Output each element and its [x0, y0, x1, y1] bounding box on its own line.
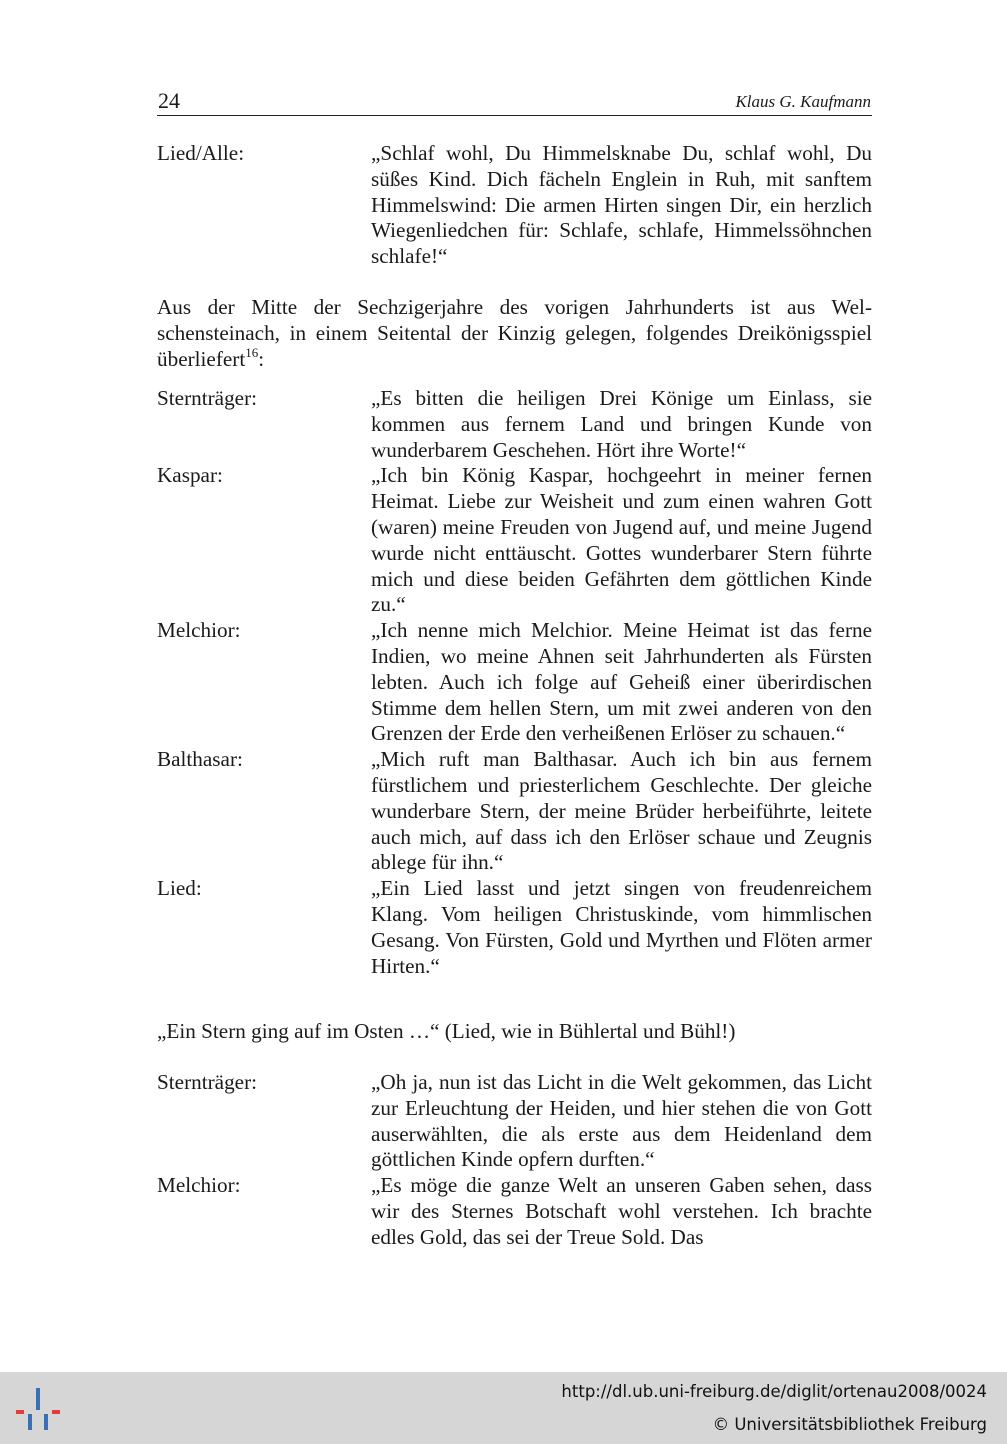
speaker-label: Sternträger: [157, 1070, 258, 1094]
intro-text: Aus der Mitte der Sechzigerjahre des vorigen Jahrhunderts ist aus Welschensteinach, in einem Seitental der Kinzig gelegen, folgendes Dreikönigsspiel überliefert [157, 295, 872, 371]
speaker-label: Lied/Alle: [157, 141, 245, 165]
speech-text: „Schlaf wohl, Du Himmelsknabe Du, schlaf wohl, Du süßes Kind. Dich fächeln Englein in Ruh, mit sanftem Himmelswind: Die armen Hirten singen Dir, ein herzlich Wiegenliedchen für: Schlafe, schlafe, Himmelssöhnchen schlafe!“ [371, 141, 872, 269]
speaker-label: Melchior: [157, 618, 241, 643]
dialogue-row [157, 747, 872, 876]
dialogue-row [157, 141, 872, 270]
dialogue-row [157, 1070, 872, 1173]
intro-paragraph [157, 295, 872, 372]
speaker-label: Kaspar: [157, 463, 223, 488]
dialogue-row [157, 463, 872, 618]
speech-text: „Oh ja, nun ist das Licht in die Welt gekommen, das Licht zur Erleuchtung der Heiden, und hier stehen die von Gott auserwählten, die als erste aus dem Heidenland dem göttlichen Kinde opfern durften.“ [371, 1070, 872, 1172]
song-block [157, 141, 872, 270]
speech-text: „Ich nenne mich Melchior. Meine Heimat ist das ferne Indien, wo meine Ahnen seit Jahrhunderten als Fürsten lebten. Auch ich folge auf Geheiß einer überirdischen Stimme dem hellen Stern, um mit zwei anderen von den Grenzen der Erde den verheißenen Erlöser zu schauen.“ [371, 618, 872, 746]
dialogue-row [157, 618, 872, 747]
speaker-label: Melchior: [157, 1173, 241, 1198]
dialogue-row [157, 386, 872, 463]
footer-bar [0, 1372, 1007, 1444]
intro-suffix: : [258, 346, 265, 371]
speaker-label: Lied: [157, 876, 202, 901]
speech-text: „Ein Lied lasst und jetzt singen von freudenreichem Klang. Vom heiligen Christuskinde, vom himmlischen Gesang. Von Fürsten, Gold und Myrthen und Flöten armer Hirten.“ [371, 876, 872, 978]
speech-text: „Mich ruft man Balthasar. Auch ich bin aus fernem fürstlichem und priesterlichem Geschlechte. Der gleiche wunderbare Stern, der meine Brüder herbeiführte, leitete auch mich, auf dass ich den Erlöser schaue und Zeugnis ablege für ihn.“ [371, 747, 872, 875]
header-rule [157, 115, 872, 116]
dialogue-row [157, 1173, 872, 1250]
speaker-label: Balthasar: [157, 747, 243, 772]
copyright-text: © Universitätsbibliothek Freiburg [712, 1415, 987, 1434]
dialogue-row [157, 876, 872, 979]
play-dialogue-1 [157, 386, 872, 979]
speaker-label: Sternträger: [157, 386, 258, 410]
song-line: „Ein Stern ging auf im Osten …“ (Lied, wie in Bühlertal und Bühl!) [157, 1019, 736, 1043]
play-dialogue-2 [157, 1070, 872, 1251]
permalink-url[interactable]: http://dl.ub.uni-freiburg.de/diglit/ortenau2008/0024 [561, 1382, 987, 1401]
speech-text: „Es möge die ganze Welt an unseren Gaben sehen, dass wir des Sternes Botschaft wohl verstehen. Ich brachte edles Gold, das sei der Treue Sold. Das [371, 1173, 872, 1249]
footnote-marker: 16 [245, 344, 259, 360]
library-logo-icon [12, 1384, 64, 1432]
page-number: 24 [158, 88, 180, 113]
speech-text: „Es bitten die heiligen Drei Könige um Einlass, sie kommen aus fernem Land und bringen Kunde von wunderbarem Geschehen. Hört ihre Worte!“ [371, 386, 872, 462]
speech-text: „Ich bin König Kaspar, hochgeehrt in meiner fernen Heimat. Liebe zur Weisheit und zum einen wahren Gott (waren) meine Freuden von Jugend auf, und meine Jugend wurde nicht enttäuscht. Gottes wunderbarer Stern führte mich und diese beiden Gefährten dem göttlichen Kinde zu.“ [371, 463, 872, 617]
running-head: Klaus G. Kaufmann [735, 92, 871, 111]
